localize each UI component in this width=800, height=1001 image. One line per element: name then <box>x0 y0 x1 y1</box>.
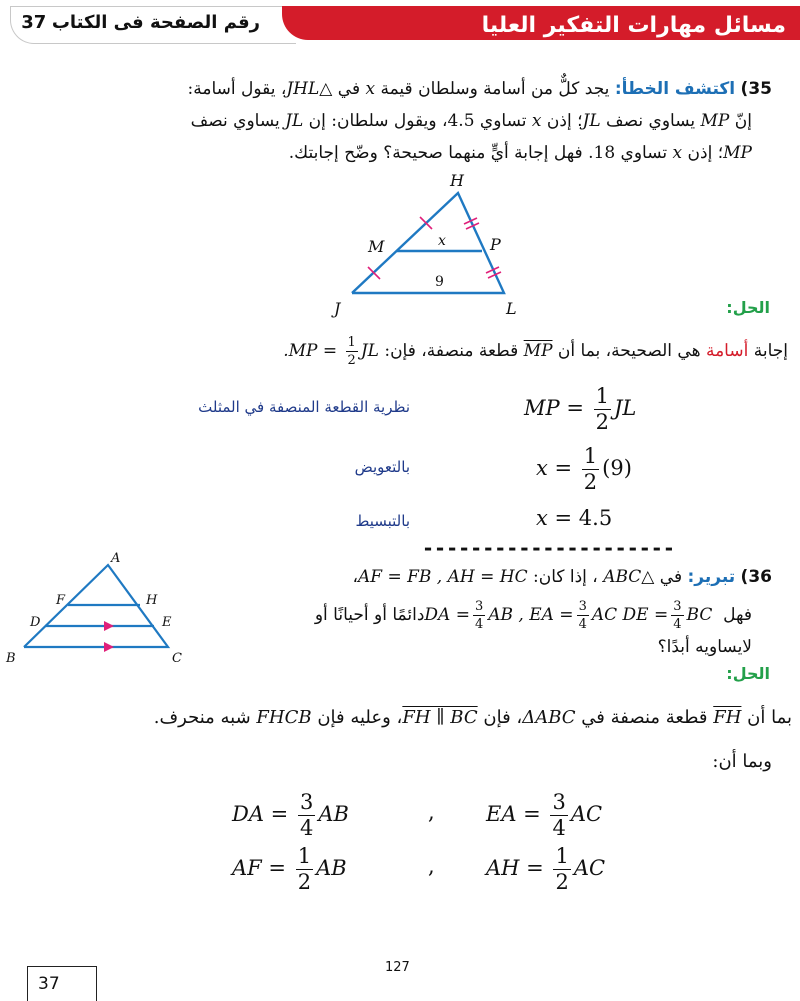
q35-text: تساوي 18. فهل إجابة أيٍّ منهما صحيحة؟ وضّح إجابتك. <box>288 143 668 163</box>
label-d: D <box>30 615 41 630</box>
eq-rhs: AB <box>318 802 349 826</box>
q36-sol-text: شبه منحرف. <box>153 707 251 728</box>
q36-expr-2 <box>424 599 622 632</box>
frac-num: 3 <box>299 790 314 814</box>
q36-eq-ea <box>486 792 602 839</box>
q35-var: JL <box>285 111 304 131</box>
eq-rhs: AB <box>316 856 347 880</box>
q36-solution-line2: وبما أن: <box>712 751 772 772</box>
frac-den: 2 <box>297 870 312 894</box>
q35-answer-text: إجابة <box>753 341 788 361</box>
step-lhs: MP <box>524 396 560 420</box>
q35-triangle-name: △JHL <box>286 79 333 99</box>
q36-expr <box>622 599 718 632</box>
q36-number: 36) <box>740 567 772 587</box>
step-value: = 4.5 <box>554 506 613 530</box>
q36-ab: AB , <box>488 605 524 625</box>
step-reason-2: بالتعويض <box>354 458 410 476</box>
book-page-number: 37 <box>38 974 60 994</box>
q35-answer-line <box>8 336 788 367</box>
q35-text: ؛ إذن <box>687 143 724 163</box>
label-l: L <box>506 299 517 318</box>
label-b: B <box>6 651 16 666</box>
label-j: J <box>334 299 341 318</box>
frac-num: 3 <box>474 599 484 614</box>
frac-den: 4 <box>299 816 314 840</box>
eq-lhs: AH = <box>486 856 544 880</box>
frac-num: 1 <box>595 384 609 408</box>
q35-text: يساوي نصف <box>190 111 280 131</box>
q35-text: يساوي نصف <box>606 111 696 131</box>
step-equation-2: x = $\frac{1}{2}$ (9) <box>536 444 632 494</box>
q35-line1 <box>12 74 772 105</box>
frac-den: 2 <box>555 870 569 894</box>
q36-text: في <box>659 567 683 587</box>
q36-sol-text: قطعة منصفة في <box>581 707 708 728</box>
q36-parallel: FH ∥ BC <box>402 707 478 728</box>
step-lhs: x <box>536 456 548 480</box>
step-reason-3: بالتبسيط <box>355 512 410 530</box>
frac-den: 2 <box>583 470 598 494</box>
q35-var: x <box>531 111 542 131</box>
q36-triangle-ref: ΔABC <box>522 707 576 728</box>
q35-var: x <box>672 143 683 163</box>
q36-solution-line1 <box>2 702 792 733</box>
q35-text: في <box>337 79 361 99</box>
label-c: C <box>172 651 182 666</box>
eq-lhs: DA = <box>232 802 289 826</box>
q35-text: يجد كلٌّ من أسامة وسلطان قيمة <box>380 79 610 99</box>
frac-num: 3 <box>673 599 682 614</box>
q36-text: ، إذا كان: <box>533 567 598 587</box>
q35-line3 <box>12 138 752 169</box>
label-p: P <box>490 235 501 254</box>
frac-num: 3 <box>552 790 566 814</box>
q35-answer-equation: .MP = $\frac{1}{2}$ JL <box>283 335 379 368</box>
q36-eq-da <box>232 792 349 839</box>
eq-rhs: AC <box>570 802 603 826</box>
q35-text: ؛ إذن <box>546 111 583 131</box>
q35-var: JL <box>582 111 601 131</box>
frac-den: 4 <box>552 816 566 840</box>
q36-da: DA = <box>424 605 470 625</box>
label-9: 9 <box>435 274 444 290</box>
label-h: H <box>146 593 158 608</box>
q35-line2 <box>12 106 752 137</box>
eq-lhs: AF = <box>232 856 287 880</box>
page-number: 127 <box>385 960 410 975</box>
frac-den: 2 <box>595 410 609 434</box>
header-page-ref-label: رقم الصفحة فى الكتاب <box>51 12 260 33</box>
q36-solution-label: الحل: <box>726 664 770 683</box>
q36-ea: EA = <box>529 605 574 625</box>
q35-triangle-diagram <box>320 168 540 318</box>
header-banner <box>282 6 800 40</box>
eq-rhs: AC <box>573 856 606 880</box>
header-page-ref <box>21 12 260 33</box>
label-f: F <box>56 593 66 608</box>
q36-trapezoid: FHCB <box>256 707 312 728</box>
q36-ac: AC <box>591 605 618 625</box>
frac-den: 4 <box>673 617 682 632</box>
q36-keyword: تبرير: <box>687 567 736 587</box>
q36-bc: BC <box>686 605 713 625</box>
q36-sol-text: ، فإن <box>483 707 523 728</box>
eq-comma: , <box>428 854 435 878</box>
q35-number: 35) <box>740 79 772 99</box>
frac-num: 1 <box>555 844 569 868</box>
parallel-arrow <box>104 642 114 652</box>
frac-den: 4 <box>578 617 587 632</box>
q35-var: MP <box>700 111 730 131</box>
step-rhs: JL <box>613 396 637 420</box>
q35-solution-label: الحل: <box>726 298 770 317</box>
q36-condition: AF = FB , AH = HC <box>357 567 528 587</box>
q35-text: تساوي 4.5، ويقول سلطان: إن <box>308 111 527 131</box>
q36-de: DE = <box>622 605 669 625</box>
frac-den: 4 <box>474 617 484 632</box>
header-page-ref-number: 37 <box>21 12 47 33</box>
step-equation-1: MP = $\frac{1}{2}$ JL <box>524 384 637 434</box>
q35-keyword: اكتشف الخطأ: <box>614 79 736 99</box>
step-lhs: x <box>536 506 548 530</box>
q36-line1: 36) تبرير: في △ABC ، إذا كان: AF = FB , AH = HC، <box>352 567 772 587</box>
label-e: E <box>162 615 172 630</box>
label-x: x <box>438 233 446 249</box>
frac-num: 3 <box>578 599 587 614</box>
q35-text: ، يقول أسامة: <box>187 79 287 99</box>
q36-eq-ah <box>486 846 605 893</box>
q35-var: MP <box>723 143 752 163</box>
book-page-box <box>27 966 97 1001</box>
q35-text: إنّ <box>734 111 752 131</box>
label-h: H <box>450 171 464 190</box>
frac-num: 1 <box>583 444 598 468</box>
step-rhs: (9) <box>602 456 632 480</box>
frac-num: 1 <box>297 844 312 868</box>
q35-answer-text: هي الصحيحة، بما أن <box>557 341 701 361</box>
q36-line3: لايساويه أبدًا؟ <box>657 637 752 657</box>
label-a: A <box>111 551 121 566</box>
q36-text: دائمًا أو أحيانًا أو <box>314 605 425 625</box>
q35-answer-name: أسامة <box>705 341 749 361</box>
q36-segment-fh: FH <box>713 707 742 728</box>
step-equation-3 <box>536 506 612 530</box>
q35-answer-text: قطعة منصفة، فإن: <box>384 341 519 361</box>
q36-triangle-name: △ABC <box>603 567 655 587</box>
q36-sol-text: بما أن <box>747 707 792 728</box>
q36-text: فهل <box>723 605 752 625</box>
header-title: مسائل مهارات التفكير العليا <box>481 13 786 38</box>
parallel-arrow <box>104 621 114 631</box>
q36-line2 <box>192 598 752 632</box>
eq-lhs: EA = <box>486 802 541 826</box>
eq-comma: , <box>428 800 435 824</box>
q36-eq-af <box>232 846 347 893</box>
q35-segment-mp: MP <box>523 341 553 361</box>
label-m: M <box>368 237 385 256</box>
step-reason-1: نظرية القطعة المنصفة في المثلث <box>198 398 410 416</box>
q35-var: x <box>365 79 376 99</box>
q36-triangle-diagram <box>0 550 200 666</box>
q36-sol-text: ، وعليه فإن <box>317 707 403 728</box>
section-separator: --------------------- <box>422 536 675 560</box>
